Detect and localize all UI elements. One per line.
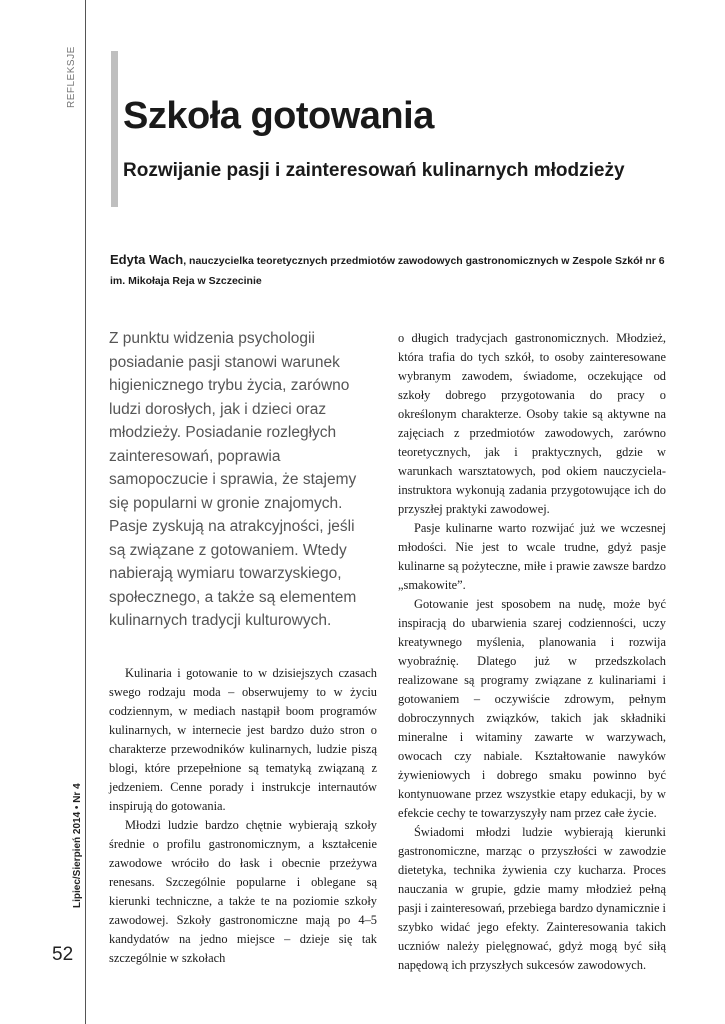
body-paragraph: Świadomi młodzi ludzie wybierają kierunki gastronomiczne, marząc o przyszłości w zawodzie dietetyka, technika żywienia czy kucharza. Proces nauczania w grupie, gdzie mamy młodzież pełną pasji i zainteresowań, przebiega bardzo dynamicznie i szybko widać jego efekty. Zainteresowania takich uczniów należy pielęgnować, gdyż mogą być siłą napędową ich przyszłych sukcesów zawodowych. [398,825,667,972]
author-bio: , nauczycielka teoretycznych przedmiotów zawodowych gastronomicznych w Zespole Szkół nr 6 im. Mikołaja Reja w Szczecinie [110,255,665,287]
lead-paragraph: Z punktu widzenia psychologii posiadanie pasji stanowi warunek higienicznego trybu życia, zarówno ludzi dorosłych, jak i dzieci oraz młodzieży. Posiadanie rozległych zainteresowań, poprawia samopoczucie i sprawia, że stajemy się popularni w gronie znajomych. Pasje zyskują na atrakcyjności, jeśli są związane z gotowaniem. Wtedy nabierają wymiaru towarzyskiego, społecznego, a także są elementem kulinarnych tradycji kulturowych. [109,330,357,629]
body-paragraph: Kulinaria i gotowanie to w dzisiejszych czasach swego rodzaju moda – obserwujemy to w życiu codziennym, w mediach nastąpił boom programów kulinarnych, w internecie jest bardzo dużo stron o charakterze przewodników kulinarnych, ludzie piszą blogi, które przepełnione są tematyką związaną z jedzeniem. Cenne porady i instrukcje internautów inspirują do gotowania. [109,666,377,813]
section-label: REFLEKSJE [66,46,77,108]
article-subtitle: Rozwijanie pasji i zainteresowań kulinarnych młodzieży [123,160,625,181]
body-paragraph: o długich tradycjach gastronomicznych. Młodzież, która trafia do tych szkół, to osoby zainteresowane wybranym zawodem, świadome, oczekujące od szkoły dobrego przygotowania do pracy o określonym charakterze. Osoby takie są aktywne na zajęciach z przedmiotów zawodowych, zarówno teoretycznych, jak i praktycznych, gdzie w warunkach warsztatowych, pod okiem nauczyciela-instruktora wykonują zadania przygotowujące ich do przyszłej praktyki zawodowej. [398,331,666,516]
body-paragraph: Młodzi ludzie bardzo chętnie wybierają szkoły średnie o profilu gastronomicznym, a kształcenie zawodowe wróciło do łask i obecnie przeżywa renesans. Szczególnie popularne i oblegane są kierunki techniczne, a także te na poziomie szkoły zawodowej. Szkoły gastronomiczne mają po 4–5 kandydatów na jedno miejsce – dzieje się tak szczególnie w szkołach [109,818,377,965]
article-title: Szkoła gotowania [123,95,434,137]
right-column [398,329,666,975]
left-column [109,664,377,968]
author-name: Edyta Wach [110,252,184,267]
author-byline [110,250,670,291]
page-number: 52 [52,944,74,965]
body-paragraph: Gotowanie jest sposobem na nudę, może być inspiracją do ubarwienia szarej codzienności, uczy kreatywnego myślenia, planowania i rozwija wyobraźnię. Dlatego już w przedszkolach realizowane są programy związane z kulinariami i gotowaniem – oczywiście zdrowym, pełnym dobroczynnych związków, takich jak składniki mineralne i witaminy zawarte w warzywach, owocach czy nabiale. Kształtowanie nawyków żywieniowych i dobrego smaku powinno być kontynuowane przez wszystkie etapy edukacji, by w efekcie cechy te towarzyszyły nam przez całe życie. [398,597,666,820]
body-paragraph: Pasje kulinarne warto rozwijać już we wczesnej młodości. Nie jest to wcale trudne, gdyż pasje kulinarne są pożyteczne, miłe i prawie zawsze bardzo „smakowite”. [398,521,666,592]
issue-label: Lipiec/Sierpień 2014 • Nr 4 [72,783,83,908]
title-accent-bar [111,51,118,207]
